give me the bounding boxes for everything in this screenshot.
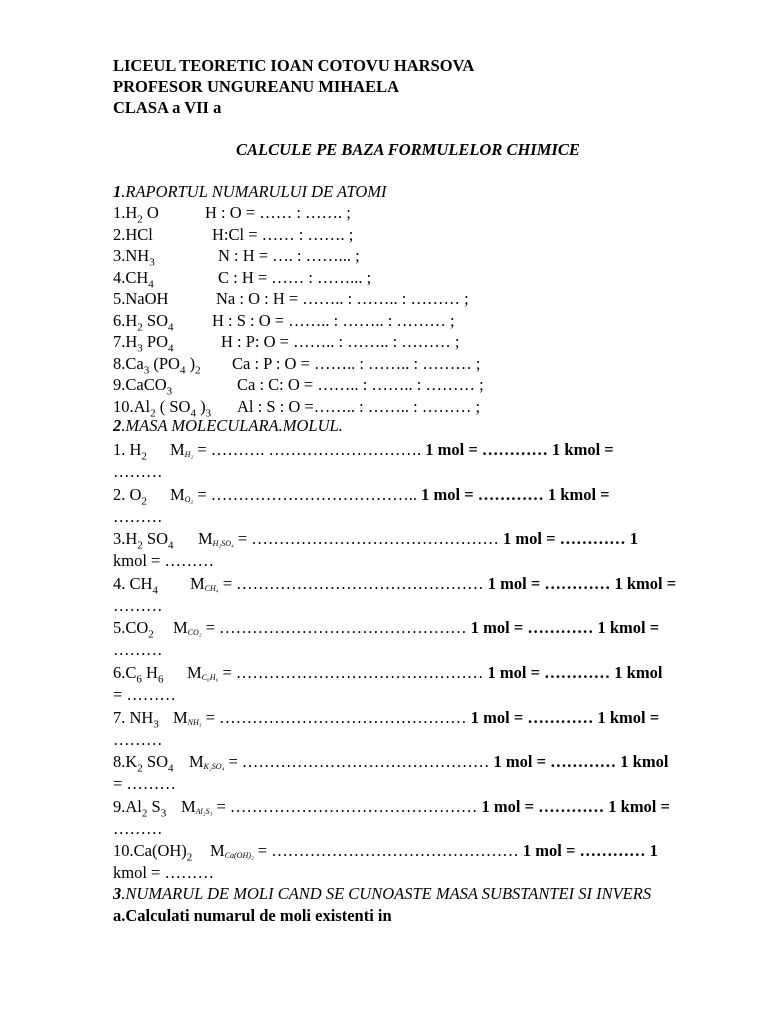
formula-label: 7. NH (113, 707, 154, 727)
ratio-row (113, 289, 168, 309)
molar-mass-dots: = ……………………………….. (193, 484, 418, 504)
formula-subscript: 2 (137, 320, 143, 333)
mass-row (113, 796, 167, 820)
formula-label: 1. H (113, 440, 142, 459)
mass-row (113, 440, 147, 463)
kmol-continuation: ……… (113, 506, 163, 526)
formula-label: 9.Al (113, 796, 142, 816)
ratio-row (113, 332, 174, 355)
formula-subscript: 3 (160, 807, 167, 820)
molar-mass-symbol: M (173, 707, 188, 727)
molar-mass-symbol: M (181, 796, 196, 816)
formula-label: 6.H (113, 310, 138, 330)
kmol-continuation: = ……… (113, 685, 176, 704)
mass-row (113, 708, 159, 728)
section1-heading (113, 182, 386, 202)
molar-mass-subscript: H₂SO₄ (212, 539, 234, 549)
molar-mass-dots: = ……………………………………… (253, 841, 519, 861)
section3-heading (113, 884, 651, 904)
ratio-blank: H : P: O = …….. : …….. : ……… ; (221, 332, 460, 351)
formula-subscript: 4 (168, 539, 174, 552)
molar-mass-blank (170, 440, 614, 465)
mass-row (113, 663, 164, 686)
ratio-blank: Ca : C: O = …….. : …….. : ……… ; (237, 375, 484, 394)
formula-label: 5.NaOH (113, 289, 169, 308)
ratio-blank: Ca : P : O = …….. : …….. : ……… ; (232, 353, 481, 373)
formula-subscript: 3 (205, 406, 212, 419)
page-title: CALCULE PE BAZA FORMULELOR CHIMICE (236, 140, 580, 159)
mol-blank: 1 mol = ………… (518, 841, 646, 861)
formula-subscript: 3 (143, 363, 150, 376)
molar-mass-dots: = ………. ………………………. (193, 440, 422, 459)
formula-subscript: 2 (195, 363, 201, 376)
formula-label: 8.Ca (113, 353, 144, 373)
formula-subscript: 3 (149, 256, 155, 269)
molar-mass-symbol: M (173, 618, 188, 638)
formula-subscript: 2 (137, 213, 143, 226)
section1-title: .RAPORTUL NUMARULUI DE ATOMI (121, 182, 387, 201)
molar-mass-symbol: M (210, 841, 225, 861)
molar-mass-symbol: M (190, 573, 205, 593)
formula-label: 7.H (113, 332, 138, 351)
mass-row (113, 529, 174, 552)
formula-part: ) (185, 353, 196, 373)
formula-subscript: 2 (141, 450, 147, 463)
formula-subscript: 6 (136, 673, 142, 686)
molar-mass-blank (189, 752, 668, 777)
formula-subscript: 2 (186, 851, 193, 864)
molar-mass-symbol: M (170, 440, 185, 459)
formula-label: 8.K (113, 752, 138, 772)
formula-subscript: 4 (168, 342, 174, 355)
formula-part: H (141, 663, 158, 682)
mol-blank: 1 mol = ………… (483, 573, 611, 593)
formula-label: 5.CO (113, 618, 149, 638)
ratio-row (113, 354, 201, 374)
ratio-row (113, 375, 173, 398)
ratio-blank: C : H = …… : ……... ; (218, 267, 372, 287)
formula-label: 1.H (113, 203, 138, 222)
formula-part: ( SO (155, 396, 191, 416)
section2-title: .MASA MOLECULARA.MOLUL. (121, 416, 343, 435)
molar-mass-blank (190, 574, 676, 599)
formula-part: S (147, 796, 161, 816)
formula-part: PO (142, 332, 169, 351)
kmol-continuation: ……… (113, 640, 163, 660)
mol-blank: 1 mol = ………… (477, 796, 605, 816)
molar-mass-subscript: C₆H₆ (201, 673, 219, 682)
molar-mass-subscript: K₂SO₄ (203, 762, 225, 772)
molar-mass-dots: = ……………………………………… (233, 529, 499, 549)
molar-mass-blank (181, 797, 670, 822)
formula-subscript: 2 (148, 628, 154, 641)
formula-subscript: 4 (190, 406, 196, 419)
molar-mass-blank (187, 663, 662, 688)
molar-mass-subscript: O₂ (184, 494, 194, 504)
mol-blank: 1 mol = ………… (498, 529, 626, 549)
formula-subscript: 3 (153, 717, 159, 730)
formula-subscript: 4 (168, 762, 174, 775)
kmol-label: 1 kmol = (604, 796, 670, 816)
ratio-row (113, 203, 159, 226)
molar-mass-blank (173, 618, 659, 643)
section2-heading (113, 416, 343, 436)
kmol-continuation: kmol = ……… (113, 863, 214, 883)
ratio-row (113, 268, 154, 288)
mol-blank: 1 mol = ………… (466, 707, 594, 727)
ratio-blank: Na : O : H = …….. : …….. : ……… ; (216, 289, 469, 308)
molar-mass-blank (198, 529, 638, 554)
formula-label: 3.NH (113, 246, 150, 265)
molar-mass-subscript: Ca(OH)₂ (224, 851, 254, 861)
formula-subscript: 4 (148, 277, 154, 290)
formula-subscript: 2 (137, 762, 143, 775)
molar-mass-symbol: M (170, 484, 185, 504)
molar-mass-blank (210, 841, 658, 866)
formula-subscript: 2 (137, 539, 143, 552)
formula-subscript: 6 (157, 673, 164, 686)
mol-blank: 1 mol = ………… (466, 618, 594, 638)
section3-subtask-a: a.Calculati numarul de moli existenti in (113, 906, 392, 925)
section2-number: 2 (113, 416, 122, 435)
kmol-continuation: ……… (113, 595, 163, 615)
kmol-label: 1 (645, 841, 658, 861)
ratio-blank: H:Cl = …… : ……. ; (212, 224, 354, 244)
kmol-label: 1 (625, 529, 638, 549)
ratio-row (113, 311, 174, 331)
formula-label: 2.HCl (113, 224, 153, 244)
kmol-continuation: kmol = ……… (113, 551, 214, 571)
formula-label: 10.Ca(OH) (113, 841, 187, 861)
formula-subscript: 2 (141, 807, 148, 820)
kmol-label: 1 kmol (610, 663, 663, 682)
formula-subscript: 2 (150, 406, 156, 419)
mass-row (113, 752, 174, 775)
molar-mass-dots: = ……………………………………… (212, 796, 478, 816)
ratio-row (113, 225, 153, 245)
ratio-blank: H : O = …… : ……. ; (205, 203, 351, 222)
ratio-blank: Al : S : O =…….. : …….. : ……… ; (237, 396, 481, 416)
mol-blank: 1 mol = ………… (489, 752, 617, 772)
molar-mass-subscript: H₂ (184, 450, 194, 459)
kmol-continuation: ……… (113, 462, 163, 481)
molar-mass-subscript: Al₂S₃ (195, 806, 213, 816)
formula-subscript: 4 (179, 363, 186, 376)
formula-label: 9.CaCO (113, 375, 167, 394)
ratio-blank: N : H = …. : ……... ; (218, 246, 360, 265)
formula-label: 4.CH (113, 267, 149, 287)
kmol-continuation: = ……… (113, 774, 176, 794)
formula-part: SO (142, 752, 169, 772)
formula-subscript: 3 (137, 342, 143, 355)
section3-title: .NUMARUL DE MOLI CAND SE CUNOASTE MASA SUBSTANTEI SI INVERS (121, 884, 652, 903)
molar-mass-subscript: NH₃ (187, 717, 202, 727)
formula-label: 4. CH (113, 573, 153, 593)
ratio-row (113, 246, 155, 269)
mass-row (113, 573, 158, 597)
molar-mass-symbol: M (198, 529, 213, 549)
formula-subscript: 4 (168, 320, 174, 333)
molar-mass-subscript: CO₂ (187, 628, 202, 638)
molar-mass-dots: = ……………………………………… (218, 663, 484, 682)
ratio-blank: H : S : O = …….. : …….. : ……… ; (212, 310, 455, 330)
school-name: LICEUL TEORETIC IOAN COTOVU HARSOVA (113, 56, 475, 75)
molar-mass-dots: = ……………………………………… (201, 618, 467, 638)
molar-mass-symbol: M (187, 663, 202, 682)
section3-number: 3 (113, 884, 122, 903)
formula-label: 10.Al (113, 396, 151, 416)
molar-mass-dots: = ……………………………………… (201, 707, 467, 727)
molar-mass-dots: = ……………………………………… (224, 752, 490, 772)
class-name: CLASA a VII a (113, 98, 222, 117)
molar-mass-subscript: CH₄ (204, 583, 219, 593)
mass-row (113, 485, 147, 505)
molar-mass-dots: = ……………………………………… (218, 573, 484, 593)
mol-blank: 1 mol = ………… (483, 663, 611, 682)
formula-part: O (142, 203, 159, 222)
section1-number: 1 (113, 182, 122, 201)
mass-row (113, 841, 193, 864)
kmol-label: 1 kmol = (593, 618, 660, 638)
kmol-continuation: ……… (113, 729, 163, 749)
formula-part: (PO (149, 353, 180, 373)
formula-part: SO (142, 310, 169, 330)
kmol-continuation: ……… (113, 818, 163, 838)
formula-label: 2. O (113, 484, 142, 504)
formula-subscript: 2 (141, 494, 147, 507)
molar-mass-blank (170, 485, 610, 510)
kmol-label: 1 kmol = (547, 440, 614, 459)
kmol-label: 1 kmol = (593, 707, 660, 727)
formula-part: ) (195, 396, 206, 416)
teacher-name: PROFESOR UNGUREANU MIHAELA (113, 77, 400, 96)
mol-blank: 1 mol = ………… (421, 440, 548, 459)
ratio-row (113, 397, 211, 417)
mol-blank: 1 mol = ………… (417, 484, 544, 504)
kmol-label: 1 kmol = (610, 573, 677, 593)
formula-subscript: 4 (152, 584, 158, 597)
formula-subscript: 3 (166, 385, 173, 398)
kmol-label: 1 kmol = (543, 484, 610, 504)
formula-label: 6.C (113, 663, 137, 682)
kmol-label: 1 kmol (616, 752, 669, 772)
mass-row (113, 618, 154, 641)
molar-mass-blank (173, 708, 659, 733)
formula-part: SO (142, 529, 169, 549)
molar-mass-symbol: M (189, 752, 204, 772)
formula-label: 3.H (113, 529, 138, 549)
